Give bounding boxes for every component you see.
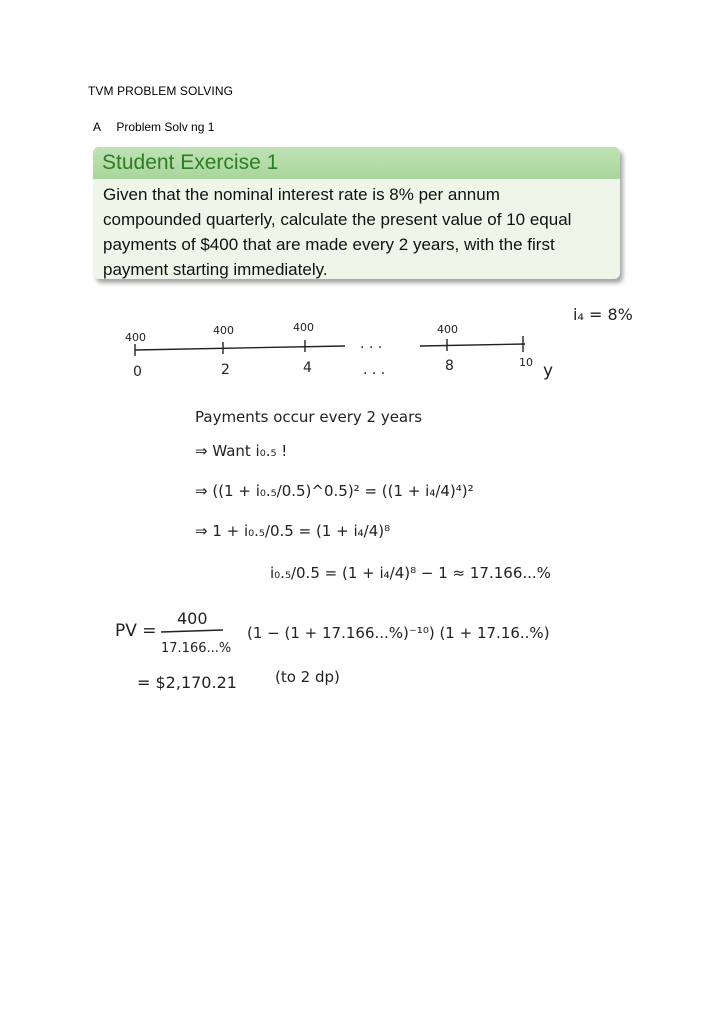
solution-step: ⇒ Want i₀.₅ !	[195, 442, 288, 460]
timeline-tick-label: 8	[445, 358, 454, 374]
solution-step-red: ⇒ ((1 + i₀.₅/0.5)^0.5)² = ((1 + i₄/4)⁴)²	[195, 482, 474, 500]
section-heading	[93, 120, 214, 134]
timeline-tick-label: 2	[221, 362, 230, 378]
pv-result: = $2,170.21	[137, 673, 237, 692]
handwritten-solution	[95, 296, 695, 696]
section-title: Problem Solv ng 1	[116, 120, 215, 134]
rate-note: i₄ = 8%	[573, 305, 633, 324]
exercise-line: payments of $400 that are made every 2 years, with the first	[103, 235, 555, 254]
timeline	[135, 336, 525, 356]
timeline-payment: 400	[213, 324, 234, 337]
timeline-tick-label: 10	[519, 356, 533, 369]
exercise-body	[93, 179, 620, 279]
pv-bracket: (1 − (1 + 17.166...%)⁻¹⁰) (1 + 17.16..%)	[247, 624, 550, 642]
timeline-ellipsis: . . .	[363, 362, 386, 378]
fraction-bar	[161, 630, 223, 632]
exercise-box	[93, 147, 620, 279]
pv-numerator: 400	[177, 609, 208, 628]
document-heading: TVM PROBLEM SOLVING	[88, 84, 234, 98]
exercise-title: Student Exercise 1	[93, 147, 620, 179]
timeline-ellipsis: . . .	[360, 336, 383, 352]
timeline-payment: 400	[293, 321, 314, 334]
pv-result-note: (to 2 dp)	[275, 668, 340, 686]
exercise-line: Given that the nominal interest rate is 8% per annum	[103, 185, 500, 204]
solution-step: i₀.₅/0.5 = (1 + i₄/4)⁸ − 1 ≈ 17.166...%	[270, 564, 551, 582]
timeline-tick-label: 0	[133, 364, 142, 380]
solution-step: ⇒ 1 + i₀.₅/0.5 = (1 + i₄/4)⁸	[195, 522, 391, 540]
exercise-line: payment starting immediately.	[103, 260, 328, 279]
timeline-payment: 400	[437, 323, 458, 336]
solution-step: Payments occur every 2 years	[195, 408, 423, 426]
pv-denominator: 17.166...%	[161, 641, 232, 656]
timeline-payment: 400	[125, 331, 146, 344]
exercise-line: compounded quarterly, calculate the present value of 10 equal	[103, 210, 572, 229]
timeline-unit: y	[543, 361, 554, 381]
section-letter: A	[93, 120, 102, 134]
pv-label: PV =	[115, 621, 157, 641]
timeline-tick-label: 4	[303, 360, 312, 376]
